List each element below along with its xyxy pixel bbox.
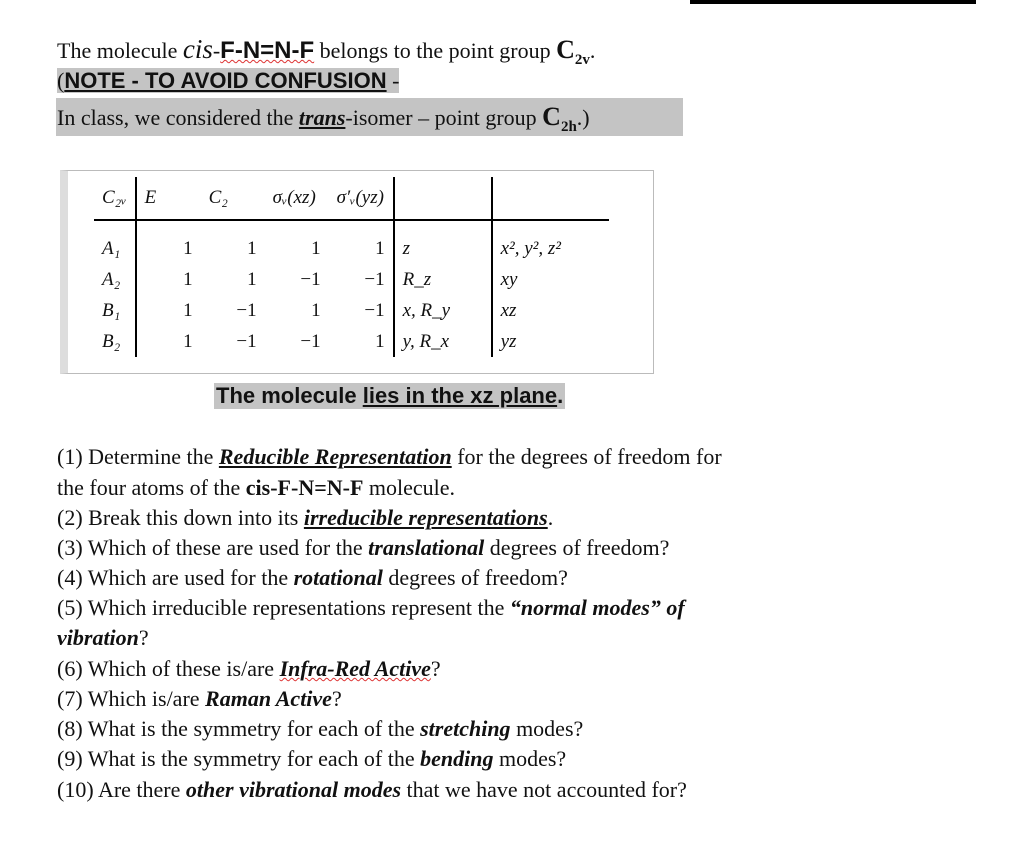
question-text: (2) Break this down into its	[57, 505, 304, 530]
question-text: (3) Which of these are used for the	[57, 535, 369, 560]
point-group-trans: $C_{2h}$	[542, 102, 577, 136]
question-text: degrees of freedom?	[382, 565, 568, 590]
table-cell: B₁	[102, 299, 121, 321]
question-line	[57, 746, 566, 772]
emphasis-text: irreducible representations	[303, 505, 548, 530]
trans-label: trans	[298, 105, 346, 130]
emphasis-text: rotational	[293, 565, 383, 590]
question-text: .	[547, 505, 554, 530]
note-line-2: In class, we considered the trans-isomer – point group $C_{2h}$.)	[56, 98, 683, 136]
period: .	[589, 38, 596, 63]
table-cell: A₂	[102, 268, 121, 290]
emphasis-text: cis-F-N=N-F	[245, 475, 364, 500]
character-table	[94, 177, 609, 357]
intro-line	[57, 34, 595, 69]
plane-note: The molecule lies in the xz plane.	[216, 383, 564, 408]
note-line-1	[57, 68, 399, 94]
question-text: ?	[138, 625, 149, 650]
question-text: (6) Which of these is/are	[57, 656, 280, 681]
table-cell: x, R_y	[394, 295, 492, 326]
question-text: (7) Which is/are	[57, 686, 206, 711]
question-text: (10) Are there	[57, 777, 186, 802]
table-cell: −1	[364, 299, 385, 321]
question-line	[57, 625, 149, 651]
molecule-formula: F-N=N-F	[220, 37, 315, 64]
header-cell	[492, 177, 609, 220]
note-heading: (NOTE - TO AVOID CONFUSION -	[57, 68, 400, 93]
table-cell: −1	[364, 268, 385, 290]
emphasis-text: Infra-Red Active	[279, 656, 431, 681]
emphasis-text: translational	[368, 535, 485, 560]
intro-text: The molecule	[57, 38, 183, 63]
emphasis-text: vibration	[57, 625, 139, 650]
emphasis-text: “normal modes” of	[509, 595, 685, 620]
character-table-image	[60, 170, 654, 374]
table-cell: x², y², z²	[492, 233, 609, 264]
emphasis-text: bending	[420, 746, 494, 771]
table-cell: 1	[247, 268, 257, 290]
question-text: (1) Determine the	[57, 444, 219, 469]
question-line	[57, 686, 342, 712]
emphasis-text: Reducible Representation	[218, 444, 452, 469]
question-line	[57, 505, 553, 531]
dash: -	[212, 38, 221, 63]
header-cell: C₂	[201, 177, 265, 220]
table-cell: y, R_x	[394, 326, 492, 357]
table-cell: 1	[375, 237, 385, 259]
table-cell: −1	[300, 268, 321, 290]
table-cell: 1	[375, 330, 385, 352]
question-text: (4) Which are used for the	[57, 565, 294, 590]
question-text: (5) Which irreducible representations represent the	[57, 595, 510, 620]
table-cell: 1	[136, 326, 201, 357]
table-cell: xy	[492, 264, 609, 295]
table-row	[94, 233, 609, 264]
table-cell: −1	[236, 330, 257, 352]
table-row	[94, 326, 609, 357]
question-line	[57, 777, 687, 803]
table-cell: B₂	[102, 330, 121, 352]
table-cell: 1	[136, 264, 201, 295]
question-text: for the degrees of freedom for	[451, 444, 722, 469]
question-text: degrees of freedom?	[484, 535, 670, 560]
table-cell: 1	[136, 233, 201, 264]
table-row	[94, 295, 609, 326]
question-line	[57, 535, 669, 561]
intro-text-2: belongs to the point group	[314, 38, 557, 63]
table-cell: R_z	[394, 264, 492, 295]
header-cell: E	[136, 177, 201, 220]
question-text: ?	[430, 656, 441, 681]
table-cell: −1	[300, 330, 321, 352]
top-black-bar	[690, 0, 976, 4]
emphasis-text: other vibrational modes	[185, 777, 402, 802]
group-label: C₂ᵥ	[94, 177, 136, 220]
question-line	[57, 444, 722, 470]
question-text: modes?	[510, 716, 584, 741]
emphasis-text: Raman Active	[205, 686, 332, 711]
table-cell: 1	[311, 237, 321, 259]
header-cell: σ′ᵥ(yz)	[329, 177, 394, 220]
table-cell: xz	[492, 295, 609, 326]
table-cell: A₁	[102, 237, 121, 259]
table-cell: −1	[236, 299, 257, 321]
header-cell	[394, 177, 492, 220]
question-text: ?	[331, 686, 342, 711]
question-text: (8) What is the symmetry for each of the	[57, 716, 421, 741]
emphasis-text: stretching	[420, 716, 511, 741]
question-text: modes?	[493, 746, 567, 771]
table-cell: 1	[136, 295, 201, 326]
table-cell: z	[394, 233, 492, 264]
table-cell: 1	[311, 299, 321, 321]
question-line	[57, 716, 583, 742]
table-cell: yz	[492, 326, 609, 357]
question-line	[57, 656, 441, 682]
question-text: that we have not accounted for?	[401, 777, 687, 802]
point-group: $C_{2v}$	[556, 35, 590, 69]
question-line	[57, 595, 685, 621]
question-text: (9) What is the symmetry for each of the	[57, 746, 421, 771]
cis-label: cis	[182, 34, 213, 64]
question-text: molecule.	[363, 475, 456, 500]
table-row	[94, 264, 609, 295]
table-cell: 1	[247, 237, 257, 259]
question-line	[57, 475, 455, 501]
question-line	[57, 565, 568, 591]
question-text: the four atoms of the	[57, 475, 246, 500]
header-cell: σᵥ(xz)	[265, 177, 329, 220]
